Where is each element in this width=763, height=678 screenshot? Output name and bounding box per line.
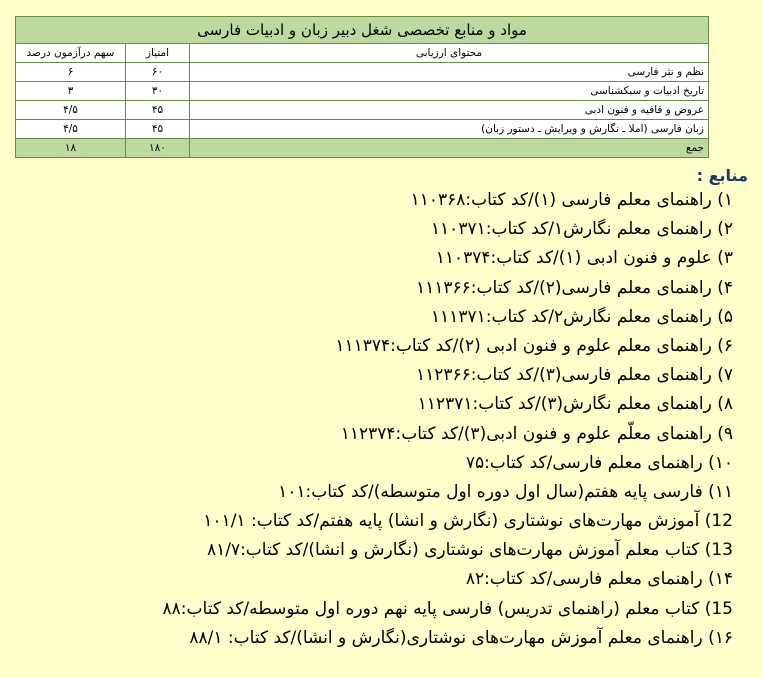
table-total-row	[16, 139, 709, 158]
source-item: ۶) راهنمای معلم علوم و فنون ادبی (۲)/کد کتاب:۱۱۱۳۷۴	[335, 335, 733, 356]
subjects-table-container	[15, 16, 708, 158]
table-row	[16, 82, 709, 101]
source-item: ۸) راهنمای معلم نگارش(۳)/کد کتاب:۱۱۲۳۷۱	[417, 394, 733, 415]
header-share: سهم درآزمون درصد	[16, 44, 126, 63]
row-content: عروض و قافیه و فنون ادبی	[190, 101, 709, 120]
row-share: ۶	[16, 63, 126, 82]
row-content: نظم و نثر فارسی	[190, 63, 709, 82]
row-content: زبان فارسی (املا ـ نگارش و ویرایش ـ دستور زبان)	[190, 120, 709, 139]
row-score: ۶۰	[126, 63, 190, 82]
row-share: ۴/۵	[16, 120, 126, 139]
total-share: ۱۸	[16, 139, 126, 158]
table-row	[16, 101, 709, 120]
source-item: 13) کتاب معلم آموزش مهارت‌های نوشتاری (نگارش و انشا)/کد کتاب:۸۱/۷	[206, 540, 733, 561]
table-title: مواد و منابع تخصصی شغل دبیر زبان و ادبیات فارسی	[16, 17, 709, 44]
table-row	[16, 120, 709, 139]
row-score: ۳۰	[126, 82, 190, 101]
source-item: ۱) راهنمای معلم فارسی (۱)/کد کتاب:۱۱۰۳۶۸	[410, 190, 733, 210]
table-header-row	[16, 44, 709, 63]
row-content: تاریخ ادبیات و سبکشناسی	[190, 82, 709, 101]
row-share: ۳	[16, 82, 126, 101]
total-score: ۱۸۰	[126, 139, 190, 158]
sources-heading: منابع :	[696, 166, 748, 185]
row-score: ۴۵	[126, 101, 190, 120]
source-item: ۴) راهنمای معلم فارسی(۲)/کد کتاب:۱۱۱۳۶۶	[416, 277, 733, 298]
source-item: 15) کتاب معلم (راهنمای تدریس) فارسی پایه نهم دوره اول متوسطه/کد کتاب:۸۸	[162, 598, 733, 619]
total-label: جمع	[190, 139, 709, 158]
source-item: ۲) راهنمای معلم نگارش۱/کد کتاب:۱۱۰۳۷۱	[430, 219, 733, 240]
header-score: امتیاز	[126, 44, 190, 63]
source-item: ۷) راهنمای معلم فارسی(۳)/کد کتاب:۱۱۲۳۶۶	[416, 365, 733, 386]
source-item: ۱۶) راهنمای معلم آموزش مهارت‌های نوشتاری(نگارش و انشا)/کد کتاب: ۸۸/۱	[189, 627, 733, 648]
table-row	[16, 63, 709, 82]
source-item: ۳) علوم و فنون ادبی (۱)/کد کتاب:۱۱۰۳۷۴	[435, 248, 733, 269]
row-share: ۴/۵	[16, 101, 126, 120]
source-item: ۱۴) راهنمای معلم فارسی/کد کتاب:۸۲	[465, 569, 733, 590]
source-item: ۱۰) راهنمای معلم فارسی/کد کتاب:۷۵	[465, 452, 733, 473]
source-item: ۵) راهنمای معلم نگارش۲/کد کتاب:۱۱۱۳۷۱	[430, 306, 733, 327]
subjects-table	[15, 16, 709, 158]
table-title-row	[16, 17, 709, 44]
source-item: ۹) راهنمای معلّم علوم و فنون ادبی(۳)/کد کتاب:۱۱۲۳۷۴	[340, 423, 733, 444]
row-score: ۴۵	[126, 120, 190, 139]
header-content: محتوای ارزیابی	[190, 44, 709, 63]
source-item: ۱۱) فارسی پایه هفتم(سال اول دوره اول متوسطه)/کد کتاب:۱۰۱	[278, 481, 733, 502]
sources-list	[163, 186, 733, 653]
source-item: 12) آموزش مهارت‌های نوشتاری (نگارش و انشا) پایه هفتم/کد کتاب: ۱۰۱/۱	[203, 511, 733, 532]
